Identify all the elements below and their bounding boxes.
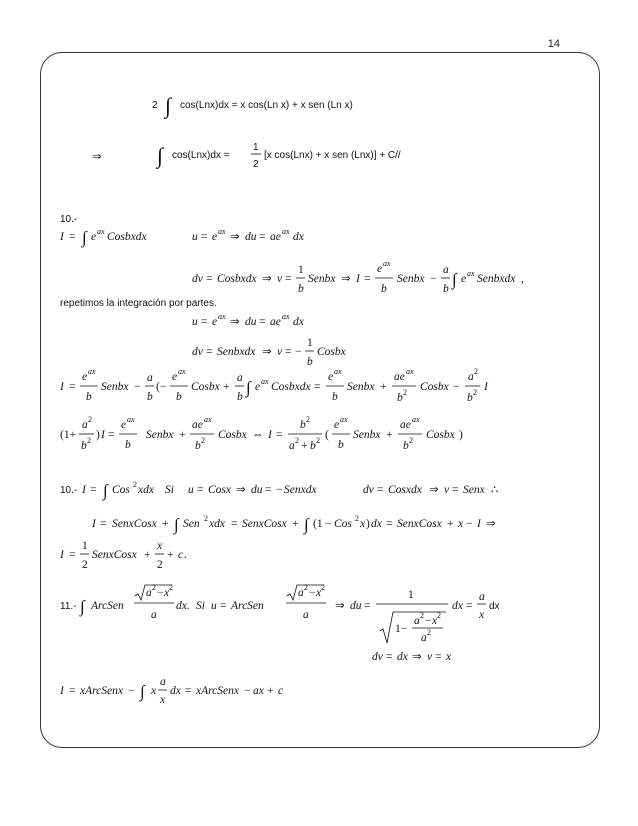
svg-text:ArcSen: ArcSen	[231, 600, 264, 612]
svg-text:=: =	[197, 484, 204, 496]
svg-text:du: du	[245, 316, 257, 328]
svg-text:Si: Si	[165, 484, 174, 496]
svg-text:dx: dx	[397, 651, 408, 663]
svg-text:Senbx: Senbx	[101, 381, 129, 393]
svg-text:e: e	[377, 263, 383, 275]
eq-11-result	[59, 676, 283, 706]
svg-text:Cosbx: Cosbx	[317, 346, 346, 358]
svg-text:e: e	[255, 381, 261, 393]
svg-text:+: +	[179, 429, 186, 441]
svg-text:Senx: Senx	[463, 484, 485, 496]
svg-text:=: =	[69, 549, 76, 561]
svg-text:=: =	[314, 381, 321, 393]
svg-text:dx: dx	[371, 518, 382, 530]
svg-text:=: =	[364, 600, 371, 612]
svg-text:⇒: ⇒	[230, 316, 240, 328]
eq-10b-result	[59, 540, 187, 571]
svg-text:.: .	[184, 549, 187, 561]
svg-text:): )	[366, 518, 370, 530]
svg-text:=: =	[185, 685, 192, 697]
svg-text:=: =	[201, 231, 208, 243]
svg-text:x: x	[479, 609, 485, 621]
svg-text:+: +	[167, 549, 174, 561]
svg-text:∫: ∫	[80, 597, 85, 616]
svg-text:b: b	[195, 440, 201, 452]
svg-text:=: =	[386, 518, 393, 530]
svg-text:dx: dx	[489, 601, 500, 612]
svg-text:u: u	[192, 231, 198, 243]
svg-text:x: x	[151, 685, 157, 697]
svg-text:⇔: ⇔	[252, 429, 264, 441]
svg-text:Cosbxdx: Cosbxdx	[271, 381, 311, 393]
svg-text:b: b	[298, 283, 304, 295]
svg-text:b: b	[310, 440, 316, 452]
svg-text:b: b	[307, 356, 313, 368]
svg-text:a: a	[443, 264, 449, 276]
svg-text:dx: dx	[170, 685, 181, 697]
svg-text:b: b	[338, 439, 344, 451]
svg-text:x: x	[160, 694, 166, 706]
svg-text:2: 2	[409, 436, 413, 445]
svg-text:+: +	[301, 440, 308, 452]
svg-text:=: =	[90, 484, 97, 496]
svg-text:e: e	[212, 316, 218, 328]
svg-text:2: 2	[295, 436, 299, 445]
svg-text:,: ,	[521, 273, 524, 285]
svg-text:−: −	[128, 685, 135, 697]
svg-text:+: +	[162, 518, 169, 530]
svg-text:2: 2	[437, 611, 441, 620]
svg-text:dx.: dx.	[176, 600, 190, 612]
svg-text:ax: ax	[218, 312, 226, 321]
svg-text:I: I	[356, 273, 360, 285]
svg-text:=: =	[364, 273, 371, 285]
svg-text:a: a	[146, 587, 152, 599]
svg-text:e: e	[121, 419, 127, 431]
svg-text:2: 2	[304, 583, 308, 592]
svg-text:=: =	[386, 651, 393, 663]
svg-text:Cos: Cos	[334, 518, 352, 530]
svg-text:2: 2	[152, 100, 158, 111]
svg-text:ax: ax	[88, 367, 96, 376]
svg-text:⇒: ⇒	[412, 651, 422, 663]
svg-text:e: e	[328, 371, 334, 383]
svg-text:ae: ae	[400, 419, 411, 431]
svg-text:ax: ax	[383, 259, 391, 268]
svg-text:=: =	[201, 316, 208, 328]
svg-text:1: 1	[408, 589, 414, 601]
eq-10-integral	[59, 227, 305, 248]
svg-text:∫: ∫	[452, 270, 457, 289]
svg-text:−: −	[453, 381, 460, 393]
svg-text:SenxCosx: SenxCosx	[397, 518, 442, 530]
svg-text:e: e	[461, 273, 467, 285]
svg-text:−: −	[325, 518, 332, 530]
svg-text:cos(Lnx)dx = x cos(Ln x) +: cos(Lnx)dx = x cos(Ln x) + x sen (Ln x)	[180, 100, 353, 111]
svg-text:1: 1	[395, 623, 401, 635]
svg-text:⇒: ⇒	[429, 484, 439, 496]
svg-text:u: u	[211, 600, 217, 612]
svg-text:+: +	[144, 549, 151, 561]
eq-11-setup	[60, 583, 500, 644]
svg-text:Senbxdx: Senbxdx	[217, 346, 256, 358]
svg-text:=: =	[435, 651, 442, 663]
svg-text:x: x	[164, 587, 170, 599]
svg-text:ax: ax	[406, 367, 414, 376]
svg-text:+: +	[292, 518, 299, 530]
svg-text:): )	[96, 429, 100, 441]
svg-text:⇒: ⇒	[335, 600, 345, 612]
svg-text:+: +	[380, 381, 387, 393]
svg-text:=: =	[108, 429, 115, 441]
svg-text:ax: ax	[127, 415, 135, 424]
svg-text:∫: ∫	[140, 682, 145, 701]
svg-text:b: b	[81, 440, 87, 452]
svg-text:Senbx: Senbx	[353, 429, 381, 441]
svg-text:⇒: ⇒	[486, 518, 496, 530]
eq-11-dv	[372, 651, 452, 663]
svg-text:ax: ax	[261, 377, 269, 386]
svg-text:v: v	[277, 346, 283, 358]
svg-text:I: I	[60, 549, 64, 561]
svg-text:x: x	[458, 518, 464, 530]
svg-text:SenxCosx: SenxCosx	[242, 518, 287, 530]
svg-text:2: 2	[87, 436, 91, 445]
svg-text:du: du	[350, 600, 362, 612]
svg-text:du: du	[245, 231, 257, 243]
svg-text:2: 2	[473, 388, 477, 397]
svg-text:2: 2	[169, 583, 173, 592]
svg-text:Cosxdx: Cosxdx	[388, 484, 422, 496]
svg-text:ax: ax	[218, 227, 226, 236]
page-number: 14	[547, 38, 560, 50]
svg-text:dv: dv	[363, 484, 374, 496]
svg-text:2: 2	[474, 367, 478, 376]
svg-text:∴: ∴	[491, 484, 499, 496]
svg-text:=: =	[220, 600, 227, 612]
svg-text:⇒: ⇒	[262, 273, 272, 285]
svg-text:Cosbx: Cosbx	[420, 381, 449, 393]
eq-10b-expansion	[91, 514, 496, 535]
svg-text:2: 2	[152, 583, 156, 592]
svg-text:Cosbx: Cosbx	[218, 429, 247, 441]
svg-text:v: v	[444, 484, 450, 496]
svg-text:=: =	[69, 231, 76, 243]
svg-text:cos(Lnx)dx =: cos(Lnx)dx =	[172, 150, 230, 161]
eq-10-expansion	[59, 367, 489, 404]
svg-text:2: 2	[321, 583, 325, 592]
svg-text:2: 2	[403, 388, 407, 397]
eq-10-second-u	[192, 312, 305, 328]
eq-10-solution	[60, 415, 463, 452]
svg-text:I: I	[477, 518, 481, 530]
svg-text:dv: dv	[192, 346, 203, 358]
svg-text:e: e	[91, 231, 97, 243]
svg-text:I: I	[60, 685, 64, 697]
svg-text:a: a	[421, 632, 427, 644]
svg-text:x: x	[360, 518, 366, 530]
svg-text:ae: ae	[270, 316, 281, 328]
svg-text:b: b	[467, 392, 473, 404]
svg-text:b: b	[332, 391, 338, 403]
svg-text:Senxdx: Senxdx	[284, 484, 317, 496]
svg-text:∫: ∫	[174, 515, 179, 534]
svg-text:v: v	[427, 651, 433, 663]
svg-text:u: u	[188, 484, 194, 496]
exercise-10-label: 10.-	[60, 214, 78, 225]
integral-sign: ∫	[165, 93, 172, 118]
svg-text:2: 2	[355, 514, 359, 523]
svg-text:I: I	[268, 429, 272, 441]
svg-text:du: du	[251, 484, 263, 496]
svg-text:=: =	[100, 518, 107, 530]
svg-text:ax: ax	[412, 415, 420, 424]
svg-text:I: I	[82, 484, 86, 496]
svg-text:−: −	[401, 623, 408, 635]
svg-text:2: 2	[88, 415, 92, 424]
svg-text:b: b	[443, 283, 449, 295]
svg-text:b: b	[397, 392, 403, 404]
eq-10b-setup	[60, 480, 498, 501]
svg-text:I: I	[60, 381, 64, 393]
svg-text:e: e	[212, 231, 218, 243]
svg-text:x: x	[446, 651, 452, 663]
svg-text:b: b	[147, 391, 153, 403]
svg-text:=: =	[206, 346, 213, 358]
svg-text:a: a	[237, 372, 243, 384]
svg-text:b: b	[176, 391, 182, 403]
svg-text:SenxCosx: SenxCosx	[92, 549, 137, 561]
svg-text:1: 1	[298, 264, 304, 276]
svg-text:Sen: Sen	[183, 518, 200, 530]
svg-text:xdx: xdx	[209, 518, 225, 530]
svg-text:+: +	[447, 518, 454, 530]
svg-text:I: I	[101, 429, 105, 441]
svg-text:−: −	[295, 346, 302, 358]
svg-text:ax: ax	[282, 227, 290, 236]
svg-text:ax: ax	[467, 269, 475, 278]
svg-text:ax: ax	[97, 227, 105, 236]
svg-text:xArcSenx: xArcSenx	[196, 685, 239, 697]
svg-text:c: c	[278, 685, 284, 697]
svg-text:∫: ∫	[304, 515, 309, 534]
svg-text:⇒: ⇒	[262, 346, 272, 358]
svg-text:2: 2	[82, 559, 88, 571]
svg-text:=: =	[69, 381, 76, 393]
svg-text:(1+: (1+	[60, 429, 77, 441]
svg-text:2: 2	[133, 480, 137, 489]
svg-text:xdx: xdx	[138, 484, 154, 496]
svg-text:a: a	[151, 609, 157, 621]
svg-text:Cosx: Cosx	[208, 484, 231, 496]
svg-text:a: a	[479, 591, 485, 603]
svg-text:x: x	[316, 587, 322, 599]
svg-text:1: 1	[82, 540, 88, 552]
svg-text:I: I	[60, 231, 64, 243]
svg-text:=: =	[69, 685, 76, 697]
svg-text:u: u	[192, 316, 198, 328]
svg-text:Senbx: Senbx	[308, 273, 336, 285]
svg-text:ax: ax	[204, 415, 212, 424]
svg-text:−: −	[430, 273, 437, 285]
svg-text:ae: ae	[192, 419, 203, 431]
svg-text:−: −	[157, 587, 164, 599]
svg-text:c: c	[178, 549, 184, 561]
svg-text:2: 2	[253, 159, 259, 170]
svg-text:[x cos(Lnx) + x sen (Lnx)]: [x cos(Lnx) + x sen (Lnx)] + C//	[264, 150, 401, 161]
svg-text:−: −	[134, 381, 141, 393]
svg-text:I: I	[484, 381, 488, 393]
svg-text:dx: dx	[293, 231, 304, 243]
svg-text:+: +	[386, 429, 393, 441]
exercise-10b-label: 10.-	[60, 485, 78, 496]
svg-text:⇒: ⇒	[230, 231, 240, 243]
svg-text:x: x	[432, 615, 438, 627]
svg-text:∫: ∫	[103, 481, 108, 500]
svg-text:ax: ax	[178, 367, 186, 376]
svg-text:2: 2	[420, 611, 424, 620]
eq-10-second-dv	[192, 337, 347, 368]
svg-text:b: b	[403, 440, 409, 452]
svg-text:dv: dv	[372, 651, 383, 663]
svg-text:ax: ax	[253, 685, 264, 697]
svg-text:Cosbx: Cosbx	[426, 429, 455, 441]
svg-text:1: 1	[253, 142, 259, 153]
svg-text:2: 2	[157, 559, 163, 571]
svg-text:a: a	[468, 371, 474, 383]
svg-text:−: −	[425, 615, 432, 627]
svg-text:a: a	[147, 372, 153, 384]
svg-text:Cosbxdx: Cosbxdx	[217, 273, 257, 285]
svg-text:ae: ae	[270, 231, 281, 243]
svg-text:b: b	[300, 419, 306, 431]
eq-10-dv	[192, 259, 524, 295]
svg-text:dv: dv	[192, 273, 203, 285]
svg-text:−: −	[276, 484, 283, 496]
svg-text:ax: ax	[282, 312, 290, 321]
svg-text:e: e	[172, 371, 178, 383]
svg-text:−: −	[309, 587, 316, 599]
prev-result-line-2	[92, 142, 401, 170]
svg-text:a: a	[160, 676, 166, 688]
svg-text:−: −	[244, 685, 251, 697]
svg-text:2: 2	[204, 514, 208, 523]
svg-text:1: 1	[307, 337, 313, 349]
svg-text:−: −	[466, 518, 473, 530]
svg-text:=: =	[285, 273, 292, 285]
svg-text:v: v	[277, 273, 283, 285]
repeat-parts-text: repetimos la integración por partes.	[60, 298, 217, 309]
svg-text:(: (	[325, 429, 329, 441]
svg-text:ax: ax	[340, 415, 348, 424]
svg-text:(−: (−	[156, 381, 167, 393]
svg-text:a: a	[414, 615, 420, 627]
svg-text:b: b	[381, 283, 387, 295]
svg-text:e: e	[334, 419, 340, 431]
svg-text:=: =	[285, 346, 292, 358]
svg-text:⇒: ⇒	[341, 273, 351, 285]
svg-text:=: =	[377, 484, 384, 496]
svg-text:ae: ae	[394, 371, 405, 383]
svg-text:=: =	[265, 484, 272, 496]
svg-text:=: =	[231, 518, 238, 530]
svg-text:⇒: ⇒	[236, 484, 246, 496]
svg-text:ArcSen: ArcSen	[91, 600, 124, 612]
svg-text:ax: ax	[334, 367, 342, 376]
svg-text:a: a	[303, 609, 309, 621]
svg-text:∫: ∫	[246, 378, 251, 397]
svg-text:dx: dx	[452, 600, 463, 612]
svg-text:Senbxdx: Senbxdx	[477, 273, 516, 285]
svg-text:Senbx: Senbx	[146, 429, 174, 441]
svg-text:2: 2	[316, 436, 320, 445]
svg-text:2: 2	[427, 628, 431, 637]
svg-text:⇒: ⇒	[92, 151, 102, 163]
svg-text:Cosbx: Cosbx	[191, 381, 220, 393]
svg-text:b: b	[86, 391, 92, 403]
svg-text:=: =	[259, 231, 266, 243]
svg-text:I: I	[92, 518, 96, 530]
svg-text:SenxCosx: SenxCosx	[112, 518, 157, 530]
svg-text:a: a	[298, 587, 304, 599]
exercise-11-label: 11.-	[60, 601, 77, 612]
svg-text:+: +	[223, 381, 230, 393]
svg-text:a: a	[82, 419, 88, 431]
svg-text:=: =	[452, 484, 459, 496]
svg-text:xArcSenx: xArcSenx	[80, 685, 123, 697]
svg-text:b: b	[237, 391, 243, 403]
svg-text:a: a	[289, 440, 295, 452]
svg-text:Senbx: Senbx	[347, 381, 375, 393]
svg-text:dx: dx	[293, 316, 304, 328]
svg-text:): )	[459, 429, 463, 441]
svg-text:Cos: Cos	[112, 484, 130, 496]
svg-text:∫: ∫	[82, 228, 87, 247]
svg-text:2: 2	[201, 436, 205, 445]
integral-sign: ∫	[157, 143, 164, 168]
svg-text:+: +	[267, 685, 274, 697]
svg-text:Senbx: Senbx	[397, 273, 425, 285]
svg-text:x: x	[157, 540, 163, 552]
svg-text:b: b	[125, 439, 131, 451]
svg-text:(1: (1	[313, 518, 323, 530]
svg-text:=: =	[259, 316, 266, 328]
svg-text:Cosbxdx: Cosbxdx	[107, 231, 147, 243]
svg-text:=: =	[276, 429, 283, 441]
svg-text:Si: Si	[196, 600, 205, 612]
svg-text:e: e	[82, 371, 88, 383]
svg-text:2: 2	[306, 415, 310, 424]
svg-text:=: =	[466, 600, 473, 612]
prev-result-line-1	[152, 93, 353, 119]
svg-text:=: =	[206, 273, 213, 285]
